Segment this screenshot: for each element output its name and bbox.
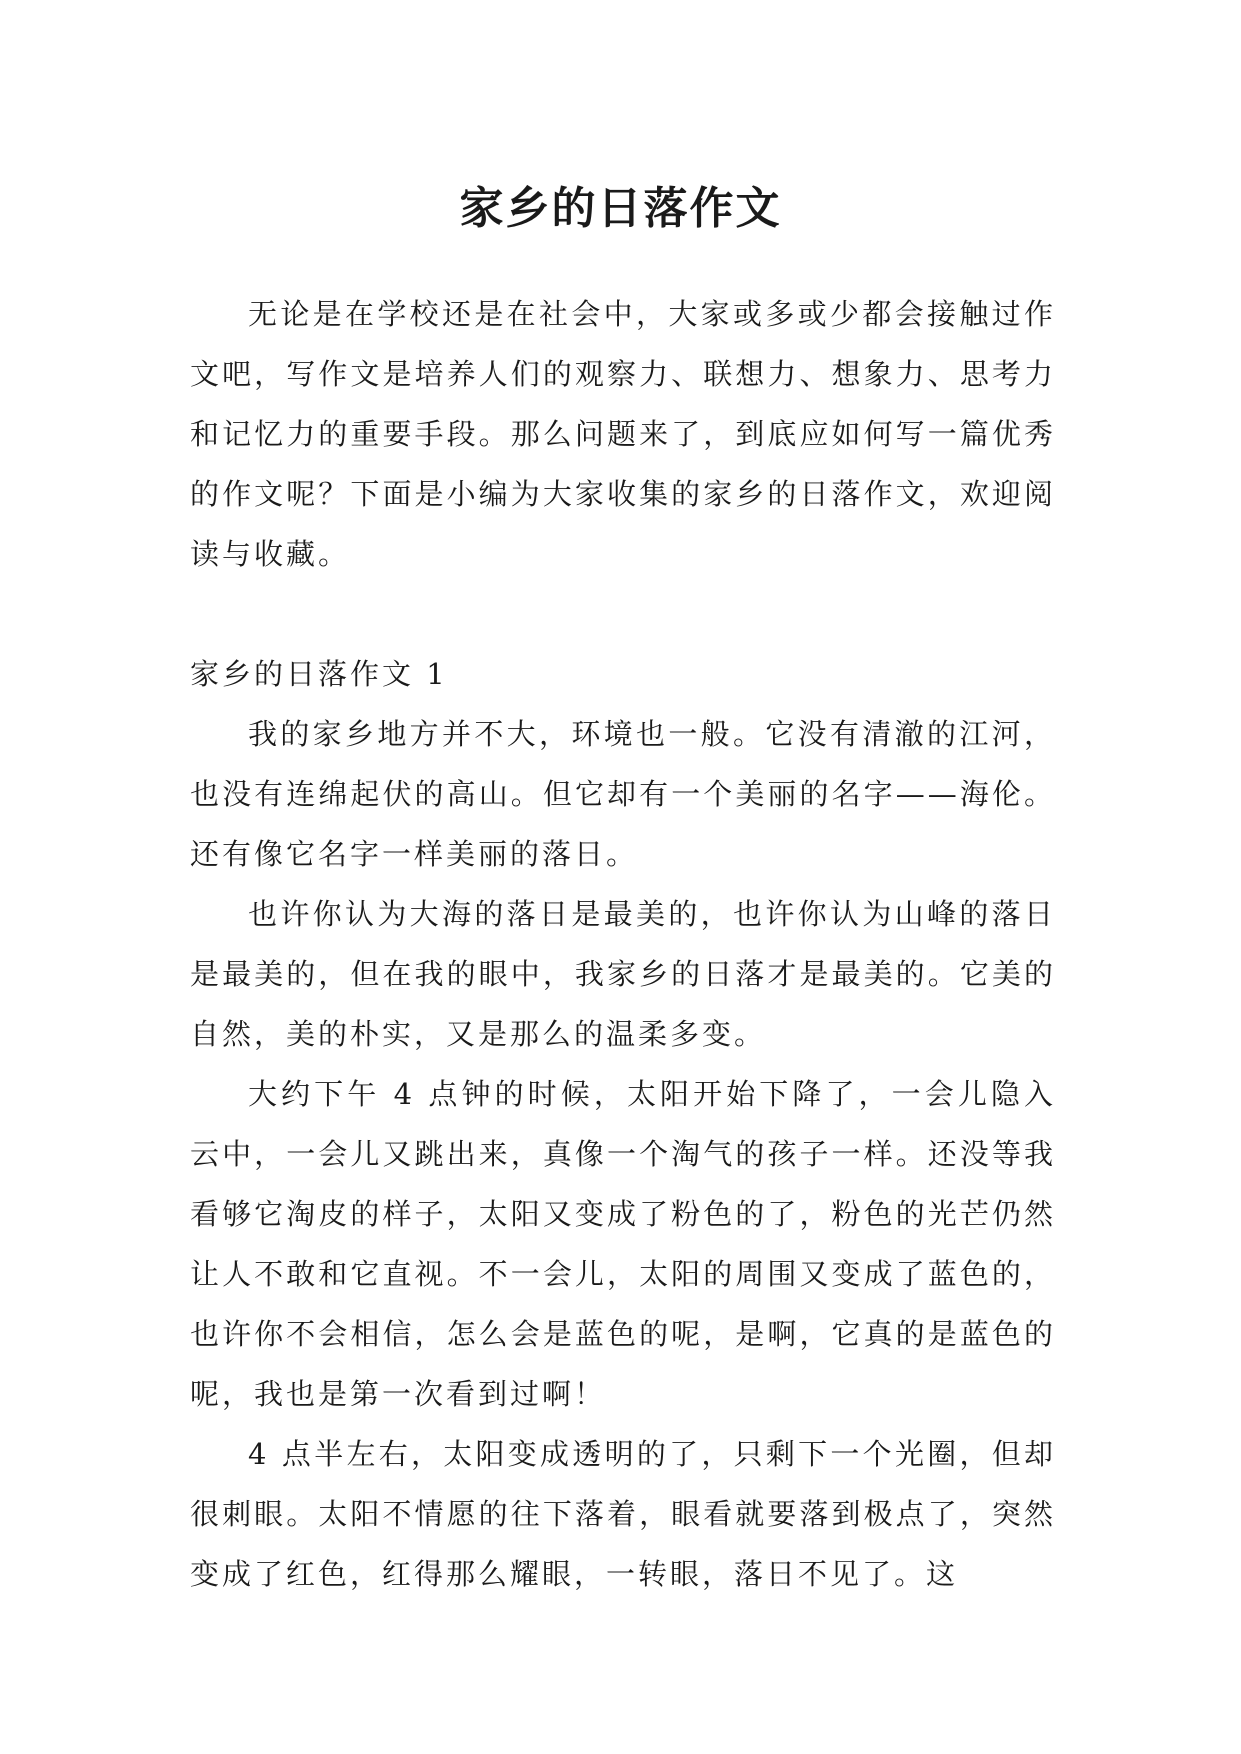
body-paragraph-4: 4 点半左右，太阳变成透明的了，只剩下一个光圈，但却很刺眼。太阳不情愿的往下落着，眼看就要落到极点了，突然变成了红色，红得那么耀眼，一转眼，落日不见了。这 [190,1437,1056,1591]
body-paragraph-1: 我的家乡地方并不大，环境也一般。它没有清澈的江河，也没有连绵起伏的高山。但它却有一个美丽的名字——海伦。还有像它名字一样美丽的落日。 [190,717,1056,871]
body-paragraph-2: 也许你认为大海的落日是最美的，也许你认为山峰的落日是最美的，但在我的眼中，我家乡的日落才是最美的。它美的自然，美的朴实，又是那么的温柔多变。 [190,897,1056,1051]
document-body [190,284,1056,1604]
body-paragraph-3: 大约下午 4 点钟的时候，太阳开始下降了，一会儿隐入云中，一会儿又跳出来，真像一个淘气的孩子一样。还没等我看够它淘皮的样子，太阳又变成了粉色的了，粉色的光芒仍然让人不敢和它直视。不一会儿，太阳的周围又变成了蓝色的，也许你不会相信，怎么会是蓝色的呢，是啊，它真的是蓝色的呢，我也是第一次看到过啊！ [190,1077,1056,1411]
intro-paragraph: 无论是在学校还是在社会中，大家或多或少都会接触过作文吧，写作文是培养人们的观察力、联想力、想象力、思考力和记忆力的重要手段。那么问题来了，到底应如何写一篇优秀的作文呢？下面是小编为大家收集的家乡的日落作文，欢迎阅读与收藏。 [190,297,1056,571]
page-title: 家乡的日落作文 [459,183,782,235]
section-heading: 家乡的日落作文 1 [190,657,448,691]
paragraph-gap [190,584,1056,644]
